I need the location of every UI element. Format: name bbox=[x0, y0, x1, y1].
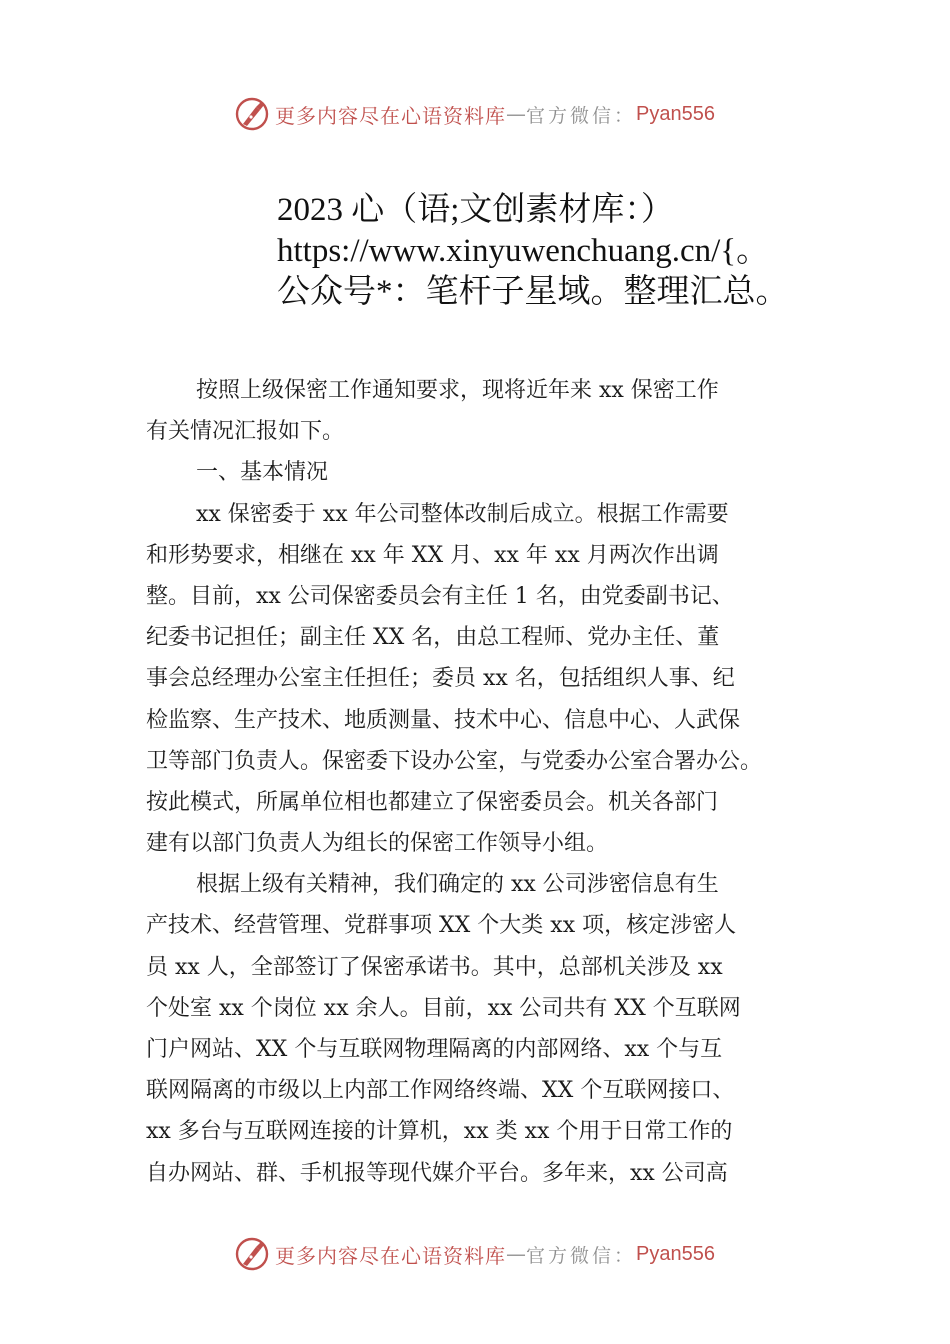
header-line: https://www.xinyuwenchuang.cn/{。 bbox=[277, 233, 770, 269]
text-line: 产技术、经营管理、党群事项 XX 个大类 xx 项，核定涉密人 bbox=[146, 913, 737, 939]
text-line: 卫等部门负责人。保密委下设办公室，与党委办公室合署办公。 bbox=[146, 748, 763, 774]
text-line: 整。目前，xx 公司保密委员会有主任 1 名，由党委副书记、 bbox=[146, 583, 734, 609]
banner-title: 更多内容尽在心语资料库 bbox=[275, 103, 506, 128]
text-line: 有关情况汇报如下。 bbox=[146, 419, 345, 445]
text-line: 根据上级有关精神，我们确定的 xx 公司涉密信息有生 bbox=[196, 872, 719, 898]
text-line: 联网隔离的市级以上内部工作网络终端、XX 个互联网接口、 bbox=[146, 1078, 735, 1104]
text-line: 按照上级保密工作通知要求，现将近年来 xx 保密工作 bbox=[196, 378, 719, 403]
text-line: 检监察、生产技术、地质测量、技术中心、信息中心、人武保 bbox=[146, 707, 741, 733]
text-line: 门户网站、XX 个与互联网物理隔离的内部网络、xx 个与互 bbox=[146, 1037, 723, 1062]
text-line: 纪委书记担任；副主任 XX 名，由总工程师、党办主任、董 bbox=[146, 625, 720, 651]
header-line: 公众号*：笔杆子星域。整理汇总。 bbox=[277, 274, 789, 310]
text-line: 自办网站、群、手机报等现代媒介平台。多年来，xx 公司高 bbox=[146, 1160, 728, 1186]
banner-title: 更多内容尽在心语资料库 bbox=[275, 1243, 506, 1268]
text-line: 事会总经理办公室主任担任；委员 xx 名，包括组织人事、纪 bbox=[146, 666, 735, 692]
text-line: 员 xx 人，全部签订了保密承诺书。其中，总部机关涉及 xx bbox=[146, 954, 723, 980]
banner-wechat-label: 官方微信： bbox=[526, 104, 637, 127]
document-body bbox=[146, 370, 846, 1194]
header-line: 2023 心（语;文创素材库：） bbox=[277, 192, 674, 228]
text-line: xx 保密委于 xx 年公司整体改制后成立。根据工作需要 bbox=[196, 501, 729, 527]
banner-dash: — bbox=[506, 1242, 526, 1266]
banner-dash: — bbox=[506, 102, 526, 126]
banner-wechat-label: 官方微信： bbox=[526, 1244, 637, 1267]
text-line: xx 多台与互联网连接的计算机，xx 类 xx 个用于日常工作的 bbox=[146, 1119, 733, 1145]
banner-wechat-id: Pyan556 bbox=[636, 102, 715, 125]
document-header bbox=[277, 190, 937, 313]
footer-banner bbox=[0, 1234, 950, 1274]
text-line: 和形势要求，相继在 xx 年 XX 月、xx 年 xx 月两次作出调 bbox=[146, 542, 719, 568]
header-banner bbox=[0, 94, 950, 134]
text-line: 按此模式，所属单位相也都建立了保密委员会。机关各部门 bbox=[146, 789, 719, 815]
section-heading: 一、基本情况 bbox=[196, 460, 329, 486]
text-line: 个处室 xx 个岗位 xx 余人。目前，xx 公司共有 XX 个互联网 bbox=[146, 995, 741, 1021]
text-line: 建有以部门负责人为组长的保密工作领导小组。 bbox=[146, 831, 609, 857]
pen-nib-logo-icon bbox=[235, 97, 269, 131]
pen-nib-logo-icon bbox=[235, 1237, 269, 1271]
banner-wechat-id: Pyan556 bbox=[636, 1242, 715, 1265]
